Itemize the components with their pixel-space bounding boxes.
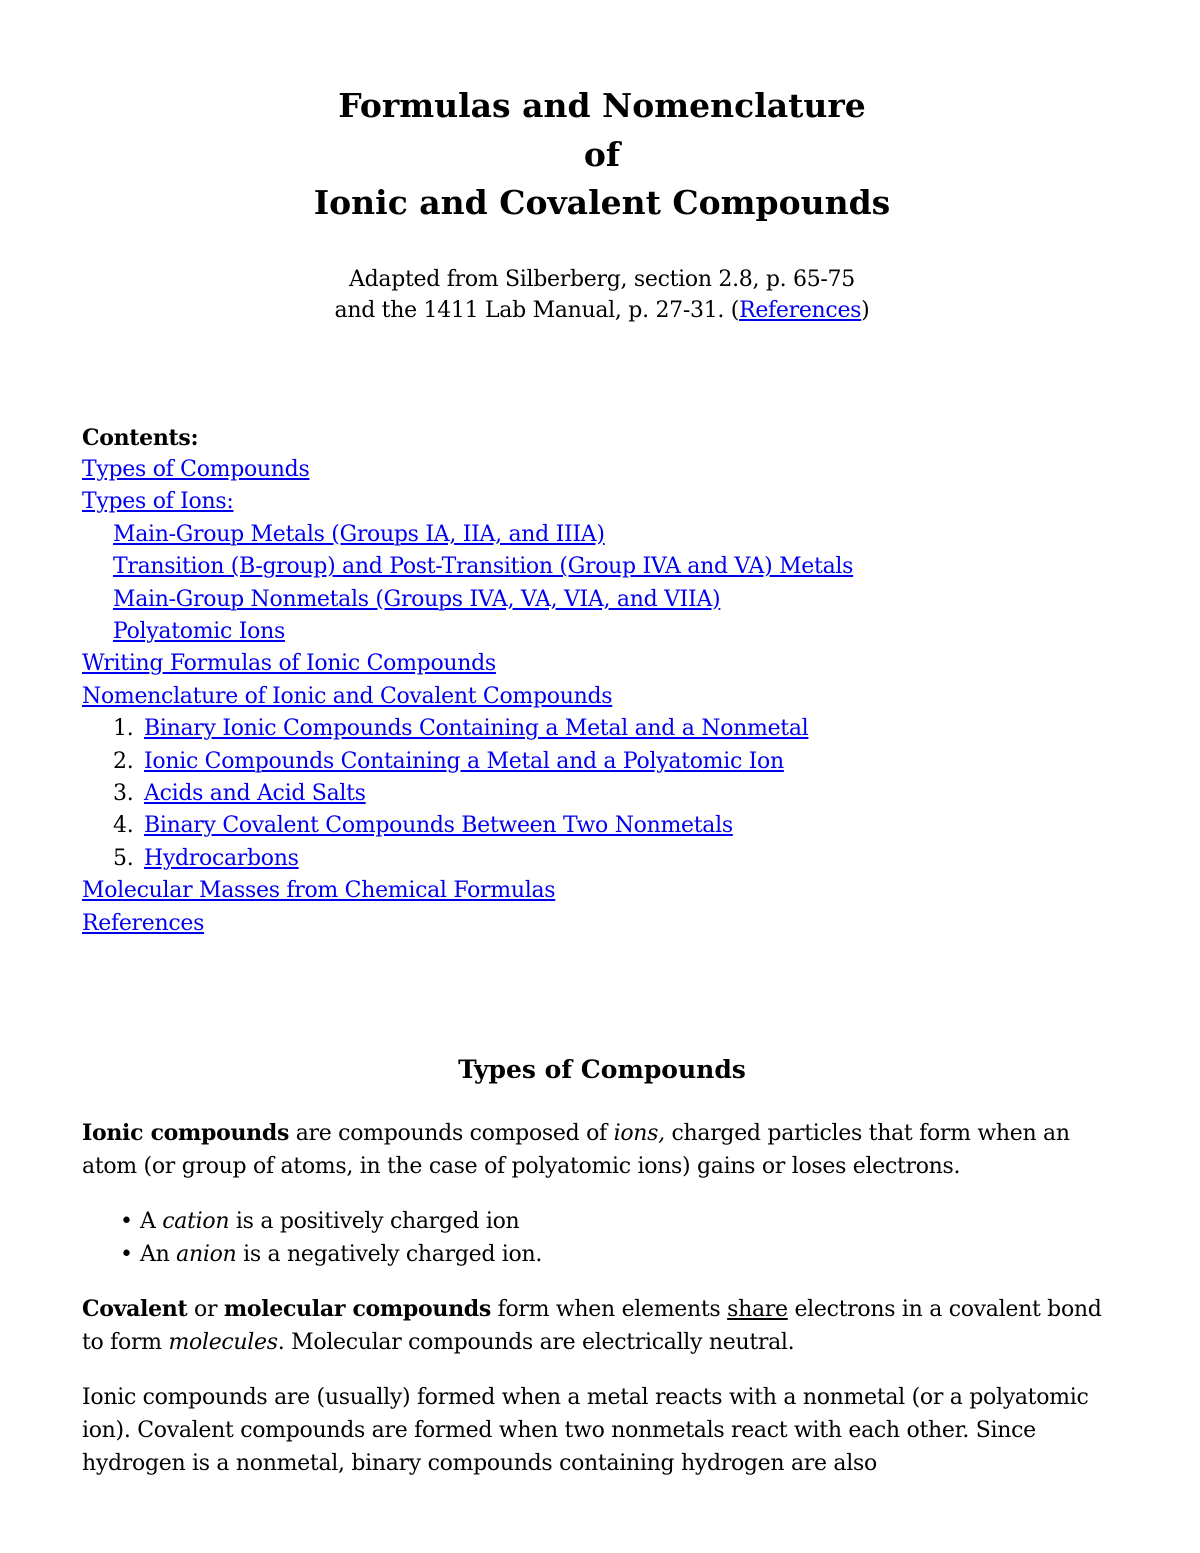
text: form when elements <box>490 1297 728 1322</box>
toc-subitem <box>82 519 1122 551</box>
toc-link-binary-ionic[interactable]: Binary Ionic Compounds Containing a Metal and a Nonmetal <box>144 716 809 742</box>
paragraph-covalent <box>82 1293 1122 1359</box>
toc-item <box>82 648 1122 680</box>
subtitle-line-2 <box>82 295 1122 326</box>
subtitle-prefix: and the 1411 Lab Manual, p. 27-31. ( <box>334 297 740 323</box>
toc-item <box>82 486 1122 518</box>
bold-term: Ionic compounds <box>82 1120 290 1146</box>
subtitle <box>82 264 1122 326</box>
bold-term: molecular compounds <box>223 1296 491 1322</box>
text: . Molecular compounds are electrically neutral. <box>277 1330 795 1355</box>
bullet-icon: • <box>120 1242 133 1267</box>
toc-item <box>82 681 1122 713</box>
text: charged particles that form when an atom (or group of atoms, in the case of polyatomic ions) gains or loses electrons. <box>82 1121 1070 1179</box>
italic-term: cation <box>162 1209 230 1234</box>
toc-subitem <box>82 551 1122 583</box>
toc-link-main-group-nonmetals[interactable]: Main-Group Nonmetals (Groups IVA, VA, VIA, and VIIA) <box>113 586 721 612</box>
text: are compounds composed of <box>289 1121 614 1146</box>
toc-link-references[interactable]: References <box>82 910 205 936</box>
toc-subitem <box>82 584 1122 616</box>
toc-link-molecular-masses[interactable]: Molecular Masses from Chemical Formulas <box>82 878 556 904</box>
toc-link-hydrocarbons[interactable]: Hydrocarbons <box>144 845 299 871</box>
text: A <box>140 1209 163 1234</box>
toc-item <box>82 454 1122 486</box>
toc-link-types-of-compounds[interactable]: Types of Compounds <box>82 456 310 482</box>
toc-item <box>82 875 1122 907</box>
toc-number: 2. <box>113 748 134 774</box>
toc-numbered-item <box>82 746 1122 778</box>
toc-number: 3. <box>113 780 134 806</box>
toc-numbered-item <box>82 810 1122 842</box>
references-link[interactable]: References <box>739 297 862 323</box>
toc-link-acids[interactable]: Acids and Acid Salts <box>144 780 366 806</box>
text: is a positively charged ion <box>229 1209 520 1234</box>
toc-item <box>82 908 1122 940</box>
italic-term: anion <box>176 1242 237 1267</box>
paragraph-formation: Ionic compounds are (usually) formed when a metal reacts with a nonmetal (or a polyatomic ion). Covalent compounds are formed when two nonmetals react with each other. Since hydrogen is a nonmetal, binary compounds containing hydrogen are also <box>82 1385 1089 1476</box>
toc-number: 5. <box>113 845 134 871</box>
text: electrons in a covalent bond to form <box>82 1297 1102 1355</box>
toc-link-nomenclature[interactable]: Nomenclature of Ionic and Covalent Compounds <box>82 683 613 709</box>
text: or <box>187 1297 224 1322</box>
toc-link-binary-covalent[interactable]: Binary Covalent Compounds Between Two Nonmetals <box>144 813 733 839</box>
toc-numbered-item <box>82 778 1122 810</box>
toc-number: 1. <box>113 716 134 742</box>
page-title <box>82 82 1122 228</box>
toc-link-polyatomic-ionic[interactable]: Ionic Compounds Containing a Metal and a Polyatomic Ion <box>144 748 784 774</box>
toc-link-main-group-metals[interactable]: Main-Group Metals (Groups IA, IIA, and IIIA) <box>113 521 605 547</box>
toc-link-transition-metals[interactable]: Transition (B-group) and Post-Transition (Group IVA and VA) Metals <box>113 554 854 580</box>
toc-link-writing-formulas[interactable]: Writing Formulas of Ionic Compounds <box>82 651 496 677</box>
toc-link-polyatomic-ions[interactable]: Polyatomic Ions <box>113 618 285 644</box>
title-block <box>82 82 1122 326</box>
title-line-3: Ionic and Covalent Compounds <box>313 183 891 222</box>
bullet-list <box>82 1205 1122 1271</box>
toc-number: 4. <box>113 813 134 839</box>
section-title: Types of Compounds <box>458 1055 746 1084</box>
paragraph-ionic <box>82 1117 1122 1183</box>
subtitle-line-1: Adapted from Silberberg, section 2.8, p. 65-75 <box>349 266 855 292</box>
text: is a negatively charged ion. <box>236 1242 543 1267</box>
bullet-icon: • <box>120 1209 133 1234</box>
bold-term: Covalent <box>82 1296 188 1322</box>
text: An <box>140 1242 177 1267</box>
toc-numbered-item <box>82 843 1122 875</box>
document-page <box>82 82 1122 1476</box>
italic-term: ions, <box>613 1121 665 1146</box>
table-of-contents <box>82 422 1122 941</box>
contents-heading: Contents: <box>82 424 199 451</box>
toc-numbered-item <box>82 713 1122 745</box>
toc-link-types-of-ions[interactable]: Types of Ions: <box>82 489 234 515</box>
subtitle-suffix: ) <box>861 297 870 323</box>
underlined-term: share <box>727 1297 788 1322</box>
toc-subitem <box>82 616 1122 648</box>
italic-term: molecules <box>168 1330 278 1355</box>
list-item <box>82 1205 1122 1238</box>
title-line-2: of <box>583 134 621 174</box>
list-item <box>82 1238 1122 1271</box>
title-line-1: Formulas and Nomenclature <box>338 86 866 125</box>
